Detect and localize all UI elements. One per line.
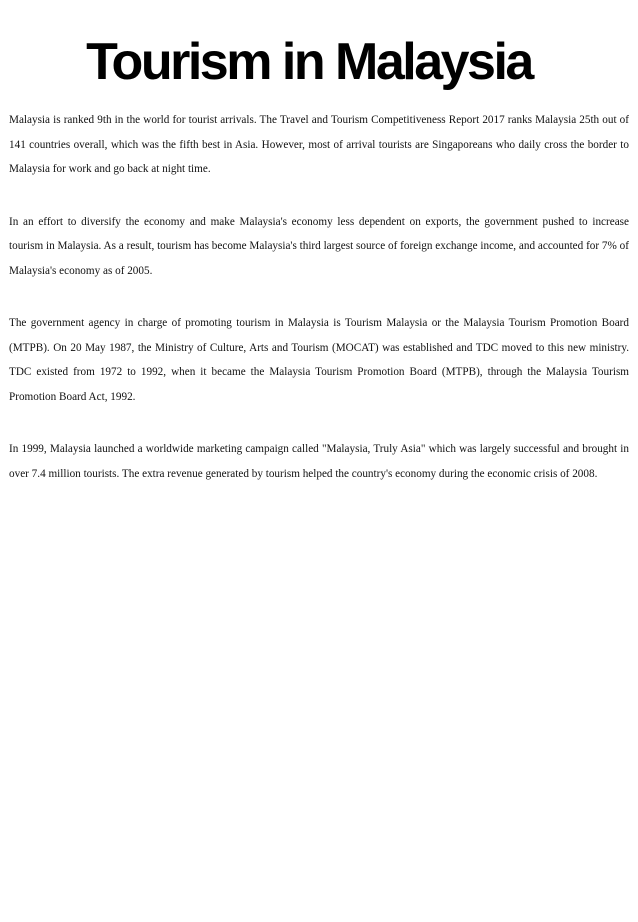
page-title: Tourism in Malaysia xyxy=(86,33,532,91)
paragraph-campaign: In 1999, Malaysia launched a worldwide marketing campaign called "Malaysia, Truly Asia" which was largely successful and brought in over 7.4 million tourists. The extra revenue generated by tourism helped the country's economy during the economic crisis of 2008. xyxy=(9,443,629,480)
paragraph-rankings: Malaysia is ranked 9th in the world for tourist arrivals. The Travel and Tourism Competitiveness Report 2017 ranks Malaysia 25th out of 141 countries overall, which was the fifth best in Asia. However, most of arrival tourists are Singaporeans who daily cross the border to Malaysia for work and go back at night time. xyxy=(9,114,629,175)
document-body xyxy=(9,108,629,514)
paragraph-agency: The government agency in charge of promoting tourism in Malaysia is Tourism Malaysia or the Malaysia Tourism Promotion Board (MTPB). On 20 May 1987, the Ministry of Culture, Arts and Tourism (MOCAT) was established and TDC moved to this new ministry. TDC existed from 1972 to 1992, when it became the Malaysia Tourism Promotion Board (MTPB), through the Malaysia Tourism Promotion Board Act, 1992. xyxy=(9,317,629,403)
paragraph-economy: In an effort to diversify the economy and make Malaysia's economy less dependent on exports, the government pushed to increase tourism in Malaysia. As a result, tourism has become Malaysia's third largest source of foreign exchange income, and accounted for 7% of Malaysia's economy as of 2005. xyxy=(9,215,629,277)
